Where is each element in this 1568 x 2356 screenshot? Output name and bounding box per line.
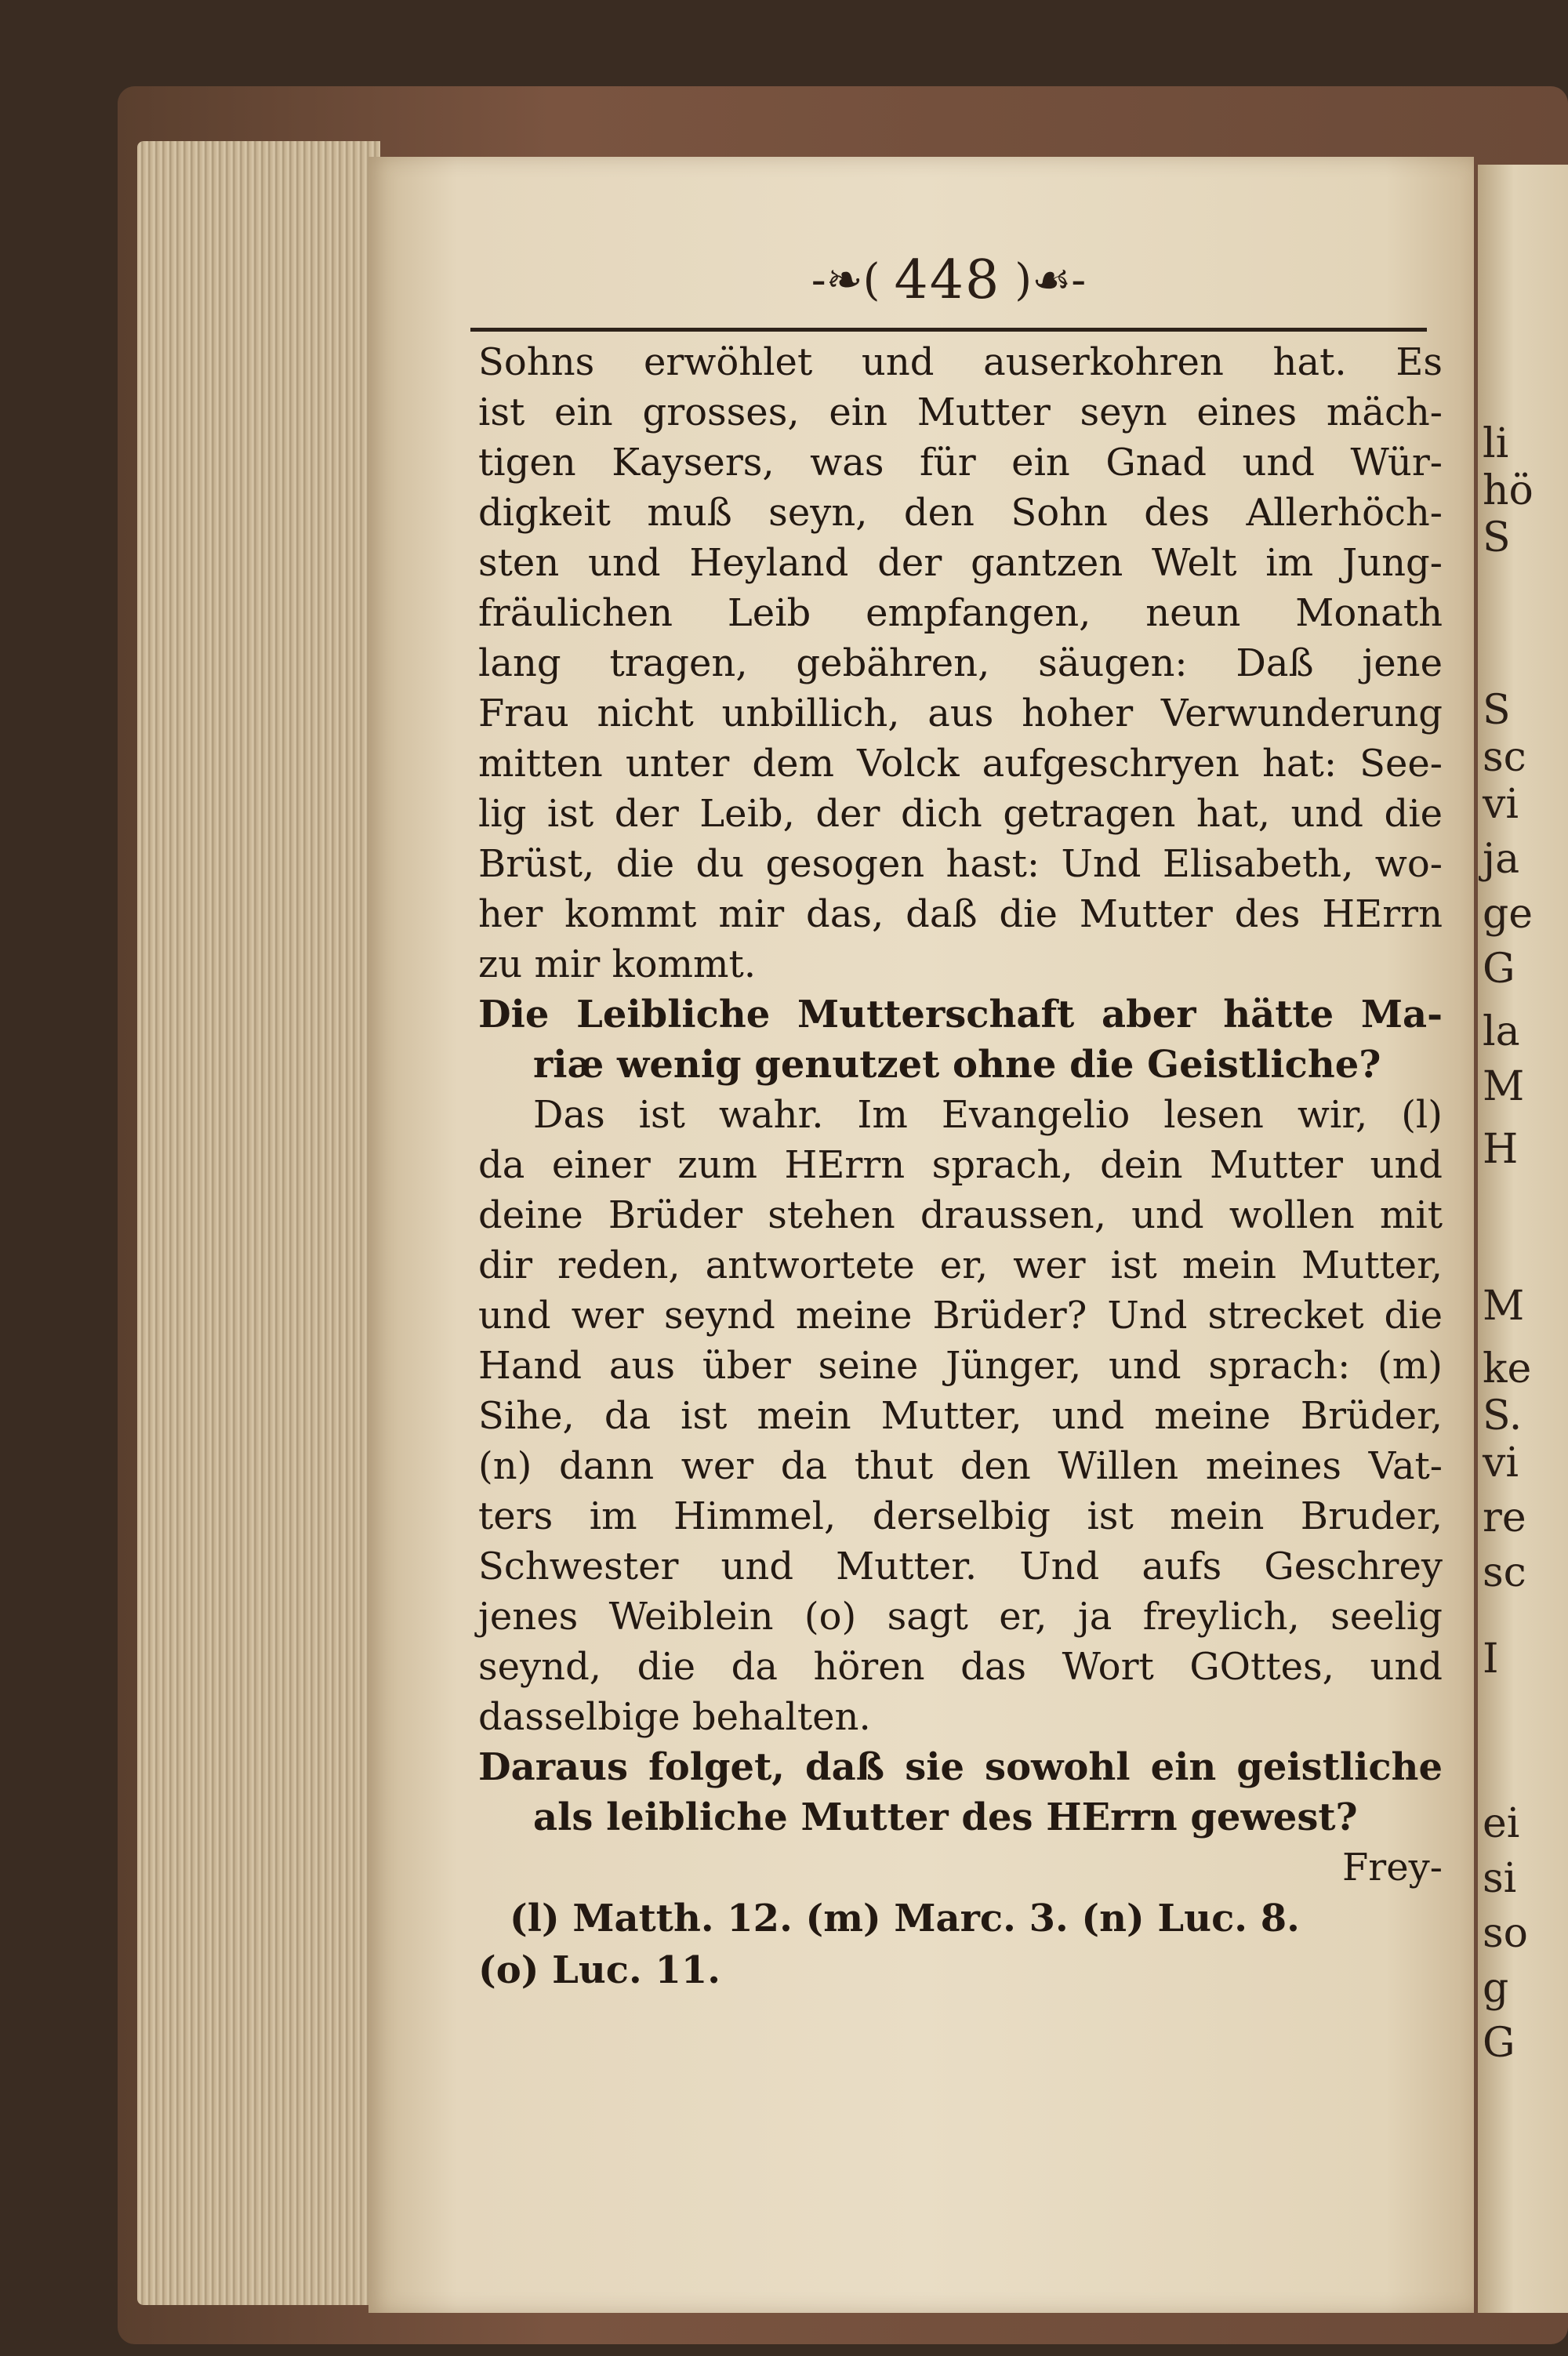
facing-page-fragment: ei (1483, 1800, 1520, 1847)
facing-page-fragment: I (1483, 1635, 1499, 1683)
facing-page-fragment: ke (1483, 1345, 1532, 1392)
answer-line: und wer seynd meine Brüder? Und strecket die (478, 1294, 1443, 1338)
facing-page-fragment: vi (1483, 781, 1519, 828)
body-line: fräulichen Leib empfangen, neun Monath (478, 591, 1443, 635)
body-line: sten und Heyland der gantzen Welt im Jung- (478, 541, 1443, 585)
facing-page-fragment: la (1483, 1008, 1520, 1055)
answer-line: da einer zum HErrn sprach, dein Mutter und (478, 1143, 1443, 1187)
facing-page-fragment: M (1483, 1063, 1525, 1110)
page-number: 448 (894, 249, 1001, 311)
answer-line: deine Brüder stehen draussen, und wollen mit (478, 1193, 1443, 1237)
facing-page-fragment: vi (1483, 1439, 1519, 1487)
page-header (470, 249, 1427, 311)
header-right-ornament: )☙- (1014, 255, 1087, 306)
facing-page-fragment: S (1483, 687, 1511, 734)
page-text (478, 337, 1443, 1996)
body-line: digkeit muß seyn, den Sohn des Allerhöch- (478, 491, 1443, 535)
question-line: Daraus folget, daß sie sowohl ein geistliche (478, 1745, 1443, 1789)
body-line: mitten unter dem Volck aufgeschryen hat: See- (478, 742, 1443, 786)
facing-page-fragment: sc (1483, 1549, 1526, 1596)
facing-page-fragment: sc (1483, 734, 1526, 781)
answer-line: Das ist wahr. Im Evangelio lesen wir, (l) (533, 1093, 1443, 1137)
body-line: tigen Kaysers, was für ein Gnad und Wür- (478, 441, 1443, 485)
body-line: lang tragen, gebähren, säugen: Daß jene (478, 641, 1443, 685)
answer-line: Hand aus über seine Jünger, und sprach: (m) (478, 1344, 1443, 1388)
facing-page-fragment: ge (1483, 891, 1534, 938)
answer-line: dir reden, antwortete er, wer ist mein Mutter, (478, 1243, 1443, 1287)
facing-page-fragment: si (1483, 1855, 1517, 1902)
facing-page (1478, 165, 1568, 2313)
facing-page-fragment: S (1483, 514, 1511, 561)
facing-page-fragment: hö (1483, 467, 1534, 514)
question-line: als leibliche Mutter des HErrn gewest? (533, 1795, 1358, 1839)
facing-page-fragment: so (1483, 1910, 1528, 1957)
body-line: Brüst, die du gesogen hast: Und Elisabeth, wo- (478, 842, 1443, 886)
facing-page-fragment: li (1483, 420, 1509, 467)
answer-line: (n) dann wer da thut den Willen meines Vat- (478, 1444, 1443, 1488)
body-line: Frau nicht unbillich, aus hoher Verwunderung (478, 692, 1443, 735)
facing-page-fragment: S. (1483, 1392, 1523, 1439)
header-left-ornament: -❧( (811, 255, 880, 306)
question-line: Die Leibliche Mutterschaft aber hätte Ma- (478, 993, 1443, 1036)
facing-page-fragment: G (1483, 946, 1515, 993)
page-edges (137, 141, 380, 2305)
catchword: Frey- (1342, 1846, 1443, 1890)
facing-page-fragment: M (1483, 1283, 1525, 1330)
facing-page-fragment: G (1483, 2020, 1515, 2067)
facing-page-fragment: H (1483, 1126, 1519, 1173)
body-line: lig ist der Leib, der dich getragen hat, und die (478, 792, 1443, 836)
body-line: ist ein grosses, ein Mutter seyn eines mäch- (478, 390, 1443, 434)
question-line: riæ wenig genutzet ohne die Geistliche? (533, 1043, 1381, 1087)
facing-page-fragment: ja (1483, 836, 1520, 883)
facing-page-fragment: g (1483, 1965, 1509, 2012)
answer-line: Schwester und Mutter. Und aufs Geschrey (478, 1545, 1443, 1588)
body-line: Sohns erwöhlet und auserkohren hat. Es (478, 340, 1443, 384)
body-line: her kommt mir das, daß die Mutter des HErrn (478, 892, 1443, 936)
footnote-line: (o) Luc. 11. (478, 1948, 720, 1992)
answer-line: seynd, die da hören das Wort GOttes, und (478, 1645, 1443, 1689)
header-rule (470, 328, 1427, 332)
footnote-line: (l) Matth. 12. (m) Marc. 3. (n) Luc. 8. (510, 1897, 1300, 1940)
answer-line: ters im Himmel, derselbig ist mein Bruder, (478, 1494, 1443, 1538)
answer-line: dasselbige behalten. (478, 1695, 871, 1739)
answer-line: jenes Weiblein (o) sagt er, ja freylich, seelig (478, 1595, 1443, 1639)
body-line: zu mir kommt. (478, 942, 757, 986)
answer-line: Sihe, da ist mein Mutter, und meine Brüder, (478, 1394, 1443, 1438)
facing-page-fragment: re (1483, 1494, 1526, 1541)
